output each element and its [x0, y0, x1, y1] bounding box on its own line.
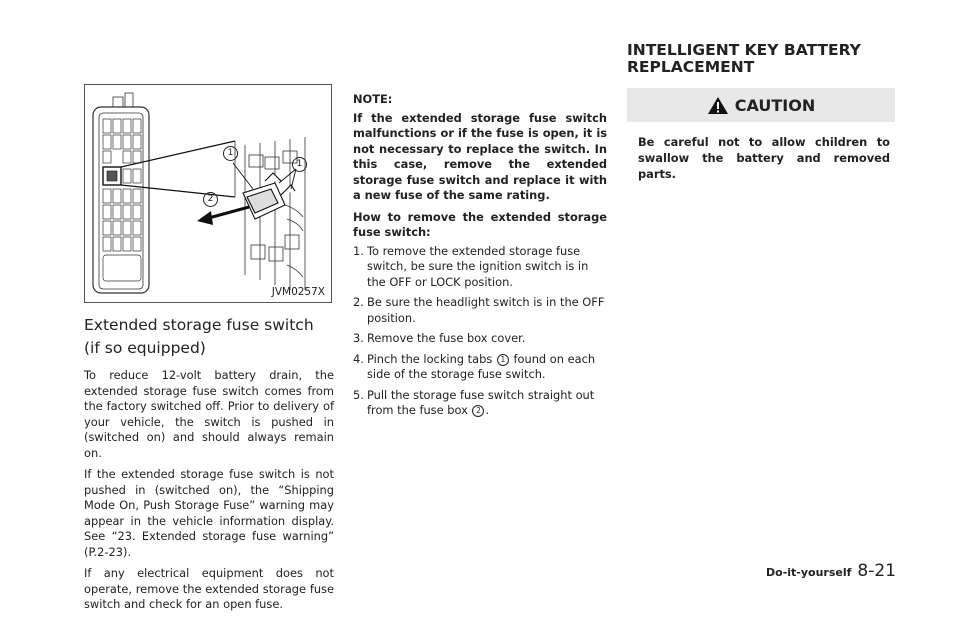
- page-number: 8-21: [857, 561, 896, 581]
- figure-code: JVM0257X: [271, 286, 325, 298]
- paragraph: If the extended storage fuse switch is not pushed in (switched on), the “Shipping Mode On, Push Storage Fuse” warning may appear in the vehicle information display. See “23. Extended storage fuse warning” (P.2-23).: [84, 467, 334, 559]
- callout-marker: 1: [497, 354, 509, 366]
- caution-text: Be careful not to allow children to swallow the battery and removed parts.: [638, 135, 890, 181]
- section-title-key-battery: INTELLIGENT KEY BATTERY REPLACEMENT: [627, 41, 861, 76]
- fuse-box-illustration: [84, 84, 332, 303]
- page-footer: [766, 561, 896, 581]
- callout-marker: 2: [472, 405, 484, 417]
- warning-triangle-icon: [707, 96, 729, 115]
- step-number: 5.: [353, 387, 364, 402]
- caution-label: CAUTION: [734, 95, 816, 115]
- step-text: Remove the fuse box cover.: [367, 331, 526, 345]
- paragraph: If any electrical equipment does not operate, remove the extended storage fuse switch and check for an open fuse.: [84, 566, 334, 611]
- step-text: Be sure the headlight switch is in the OFF position.: [367, 295, 605, 325]
- callout-1-right: 1: [292, 157, 307, 172]
- left-column-body: [84, 368, 334, 619]
- step-number: 1.: [353, 243, 364, 258]
- howto-title: How to remove the extended storage fuse switch:: [353, 209, 607, 239]
- list-item: [353, 352, 607, 383]
- step-text: Pinch the locking tabs: [367, 351, 493, 366]
- caution-banner: [627, 88, 895, 122]
- step-text: .: [485, 403, 490, 417]
- section-heading-extended-storage: Extended storage fuse switch (if so equipped): [84, 316, 314, 357]
- list-item: [353, 244, 607, 291]
- list-item: [353, 388, 607, 419]
- callout-2: 2: [203, 192, 218, 207]
- step-text: Pull the storage fuse switch straight out from the fuse box: [367, 387, 595, 417]
- note-label: NOTE:: [353, 92, 393, 106]
- middle-column: [353, 92, 607, 424]
- callout-1-left: 1: [223, 146, 238, 161]
- removal-steps: [353, 244, 607, 419]
- footer-section-name: Do-it-yourself: [766, 566, 852, 579]
- step-number: 3.: [353, 331, 364, 345]
- step-text: found on each side of the storage fuse switch.: [367, 351, 596, 381]
- step-number: 4.: [353, 351, 364, 366]
- step-text: To remove the extended storage fuse switch, be sure the ignition switch is in the OFF or LOCK position.: [367, 243, 589, 289]
- list-item: [353, 331, 607, 347]
- paragraph: To reduce 12-volt battery drain, the extended storage fuse switch comes from the factory switched off. Prior to delivery of your vehicle, the switch is pushed in (switched on) and should always remain on.: [84, 368, 334, 460]
- list-item: [353, 295, 607, 326]
- note-text: If the extended storage fuse switch malfunctions or if the fuse is open, it is not necessary to replace the switch. In this case, remove the extended storage fuse switch and replace it with a new fuse of the same rating.: [353, 110, 607, 202]
- step-number: 2.: [353, 295, 364, 309]
